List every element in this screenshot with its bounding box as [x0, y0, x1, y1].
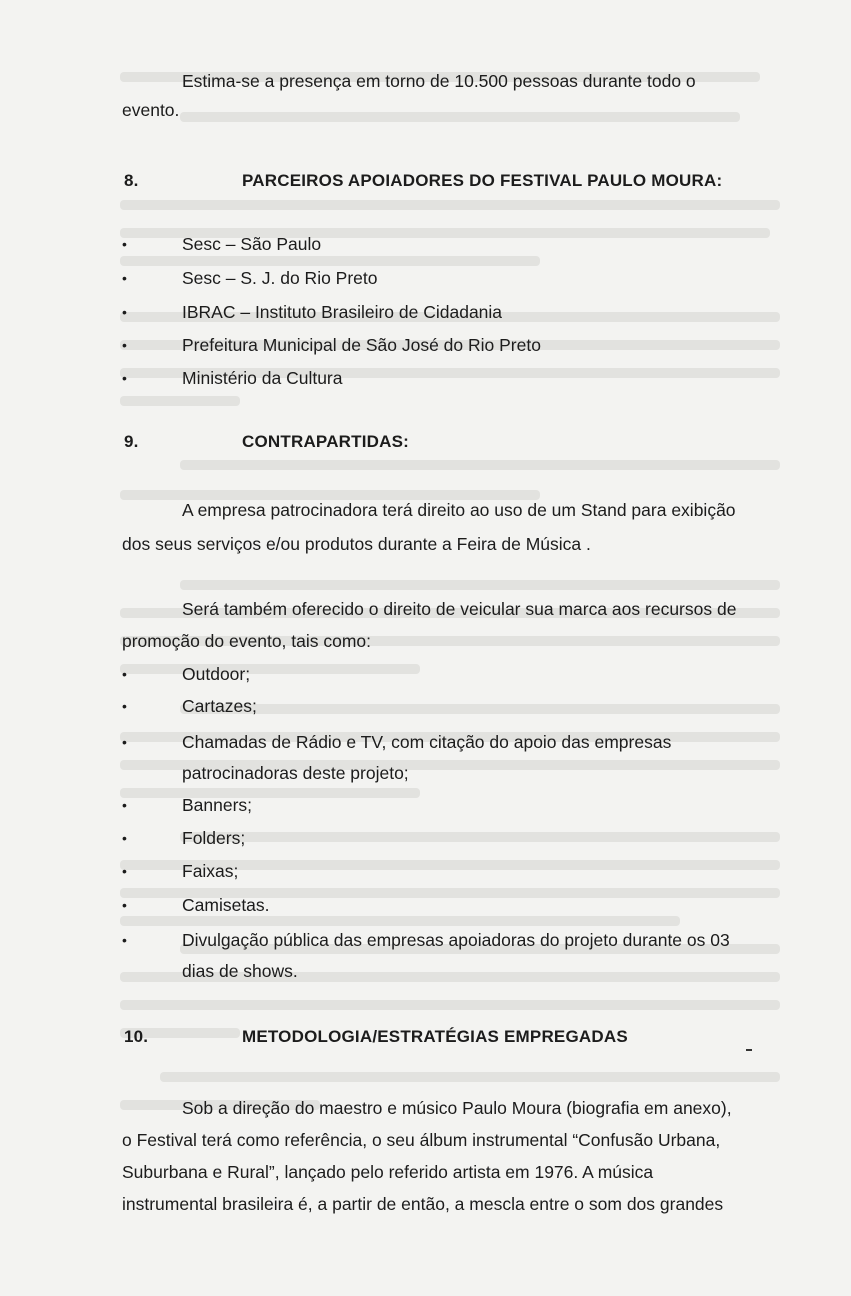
- metodologia-line: instrumental brasileira é, a partir de então, a mescla entre o som dos grandes: [122, 1194, 724, 1214]
- promo-item: Divulgação pública das empresas apoiadoras do projeto durante os 03: [182, 930, 730, 950]
- promo-item-continuation: dias de shows.: [182, 961, 298, 981]
- contrapartidas-p1-line2: dos seus serviços e/ou produtos durante a Feira de Música .: [122, 534, 591, 554]
- metodologia-line: o Festival terá como referência, o seu álbum instrumental “Confusão Urbana,: [122, 1130, 721, 1150]
- promo-item-continuation: patrocinadoras deste projeto;: [182, 763, 409, 783]
- contrapartidas-p1-line1: A empresa patrocinadora terá direito ao uso de um Stand para exibição: [182, 500, 736, 520]
- bullet-icon: •: [122, 734, 127, 750]
- bullet-icon: •: [122, 666, 127, 682]
- bullet-icon: •: [122, 236, 127, 252]
- bullet-icon: •: [122, 863, 127, 879]
- promo-item: Camisetas.: [182, 895, 270, 915]
- promo-item: Outdoor;: [182, 664, 251, 684]
- metodologia-line: Sob a direção do maestro e músico Paulo Moura (biografia em anexo),: [182, 1098, 732, 1118]
- bullet-icon: •: [122, 932, 127, 948]
- partner-item: Ministério da Cultura: [182, 368, 343, 388]
- section-8-title: PARCEIROS APOIADORES DO FESTIVAL PAULO MOURA:: [242, 171, 723, 190]
- section-9-number: 9.: [124, 432, 139, 451]
- bullet-icon: •: [122, 797, 127, 813]
- stray-mark: [746, 1049, 752, 1051]
- bullet-icon: •: [122, 370, 127, 386]
- partner-item: Prefeitura Municipal de São José do Rio Preto: [182, 335, 541, 355]
- intro-line-2: evento.: [122, 100, 180, 120]
- bullet-icon: •: [122, 337, 127, 353]
- bullet-icon: •: [122, 830, 127, 846]
- section-10-number: 10.: [124, 1027, 149, 1046]
- intro-text-1: Estima-se a presença em torno de 10.500 pessoas durante todo o: [182, 71, 696, 91]
- promo-item: Chamadas de Rádio e TV, com citação do apoio das empresas: [182, 732, 672, 752]
- promo-item: Cartazes;: [182, 696, 257, 716]
- contrapartidas-p2-line2: promoção do evento, tais como:: [122, 631, 372, 651]
- promo-item: Faixas;: [182, 861, 239, 881]
- section-8-number: 8.: [124, 171, 139, 190]
- partner-item: Sesc – S. J. do Rio Preto: [182, 268, 378, 288]
- metodologia-line: Suburbana e Rural”, lançado pelo referido artista em 1976. A música: [122, 1162, 654, 1182]
- partner-item: IBRAC – Instituto Brasileiro de Cidadania: [182, 302, 503, 322]
- promo-item: Banners;: [182, 795, 253, 815]
- bullet-icon: •: [122, 897, 127, 913]
- bullet-icon: •: [122, 698, 127, 714]
- bullet-icon: •: [122, 270, 127, 286]
- intro-line-1: [182, 69, 810, 93]
- bullet-icon: •: [122, 304, 127, 320]
- partner-item: Sesc – São Paulo: [182, 234, 322, 254]
- promo-item: Folders;: [182, 828, 246, 848]
- section-10-title: METODOLOGIA/ESTRATÉGIAS EMPREGADAS: [242, 1027, 628, 1046]
- section-9-title: CONTRAPARTIDAS:: [242, 432, 410, 451]
- contrapartidas-p2-line1: Será também oferecido o direito de veicular sua marca aos recursos de: [182, 599, 737, 619]
